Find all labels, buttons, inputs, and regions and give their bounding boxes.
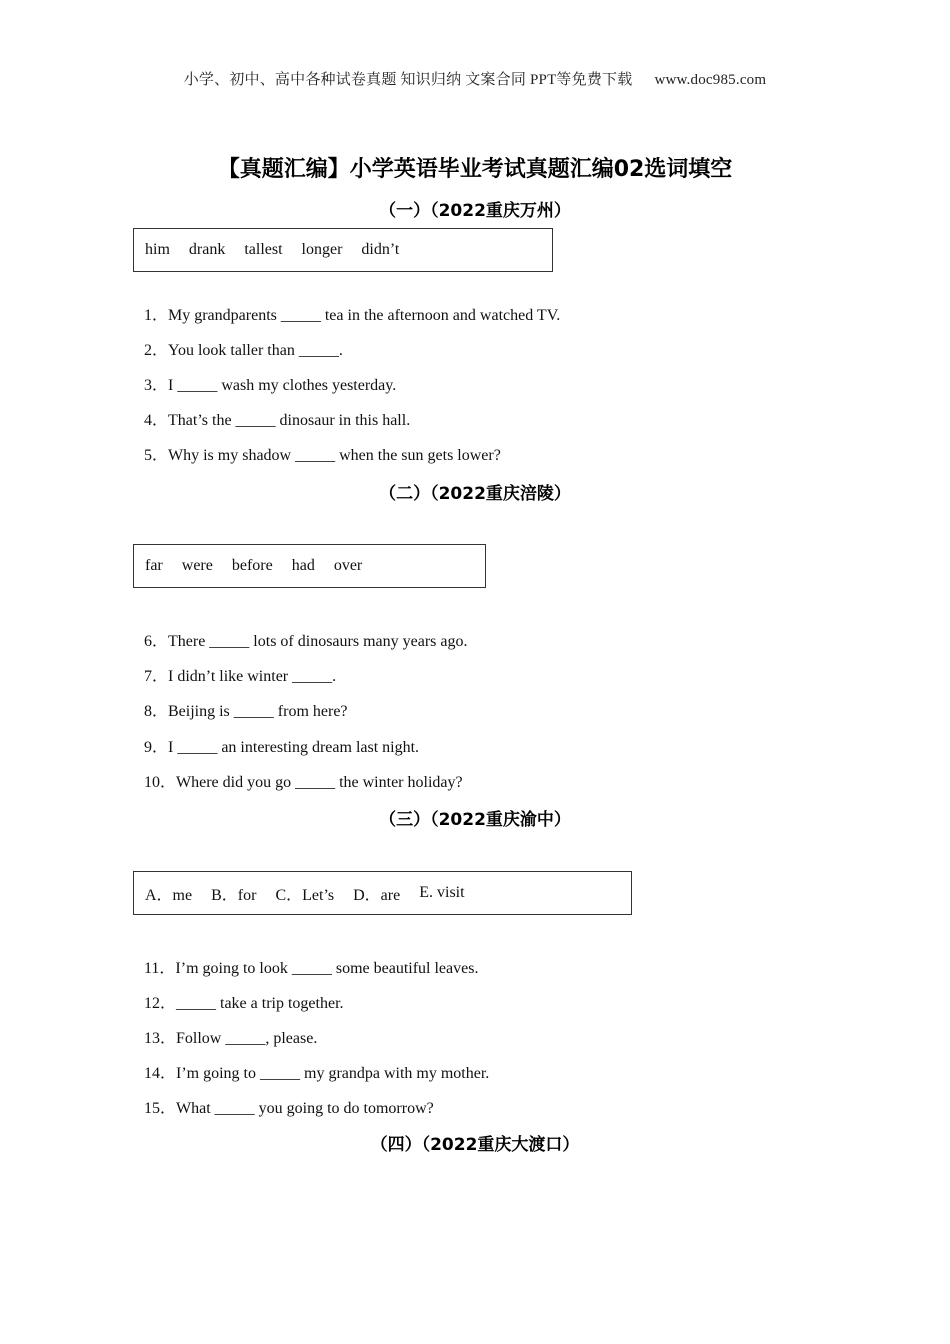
word-bank-item: drank xyxy=(188,241,226,258)
document-title: 【真题汇编】小学英语毕业考试真题汇编02选词填空 xyxy=(217,157,733,182)
word-bank-item: didn’t xyxy=(361,241,400,258)
question-item: 13．Follow _____, please. xyxy=(144,1030,318,1047)
header-site-link[interactable]: www.doc985.com xyxy=(654,72,767,88)
word-bank-item: over xyxy=(333,557,363,574)
question-item: 11．I’m going to look _____ some beautiful leaves. xyxy=(144,960,479,977)
header-text: 小学、初中、高中各种试卷真题 知识归纳 文案合同 PPT等免费下载 xyxy=(183,72,633,88)
question-item: 15．What _____ you going to do tomorrow? xyxy=(144,1100,434,1117)
section-2-title: （二）（2022重庆涪陵） xyxy=(379,484,571,504)
question-item: 8．Beijing is _____ from here? xyxy=(144,703,348,720)
word-bank-item: C．Let’s xyxy=(275,886,335,904)
word-bank-item: him xyxy=(145,241,170,258)
word-bank-item: A．me xyxy=(145,886,193,904)
word-bank-item: had xyxy=(291,557,315,574)
word-bank-item: before xyxy=(231,557,273,574)
page-header xyxy=(0,68,950,89)
question-item: 5．Why is my shadow _____ when the sun gets lower? xyxy=(144,447,501,464)
section-1-word-bank xyxy=(133,228,553,272)
question-item: 14．I’m going to _____ my grandpa with my mother. xyxy=(144,1065,490,1082)
section-1-title: （一）（2022重庆万州） xyxy=(379,201,571,221)
question-item: 4．That’s the _____ dinosaur in this hall. xyxy=(144,412,411,429)
word-bank-item: longer xyxy=(301,241,343,258)
section-3-title: （三）（2022重庆渝中） xyxy=(379,810,571,830)
word-bank-item: tallest xyxy=(244,241,283,258)
section-2-word-bank xyxy=(133,544,486,588)
question-item: 1．My grandparents _____ tea in the afternoon and watched TV. xyxy=(144,307,561,324)
word-bank-item: E. visit xyxy=(419,884,465,901)
section-3-word-bank xyxy=(133,871,632,915)
question-item: 2．You look taller than _____. xyxy=(144,342,343,359)
question-item: 12．_____ take a trip together. xyxy=(144,995,344,1012)
question-item: 6．There _____ lots of dinosaurs many years ago. xyxy=(144,633,468,650)
section-4-title: （四）（2022重庆大渡口） xyxy=(370,1135,580,1155)
word-bank-item: far xyxy=(145,557,163,574)
question-item: 9．I _____ an interesting dream last night. xyxy=(144,739,420,756)
question-item: 10．Where did you go _____ the winter holiday? xyxy=(144,774,463,791)
word-bank-item: D．are xyxy=(353,886,401,904)
word-bank-item: were xyxy=(181,557,213,574)
word-bank-item: B．for xyxy=(211,886,257,904)
question-item: 3．I _____ wash my clothes yesterday. xyxy=(144,377,397,394)
question-item: 7．I didn’t like winter _____. xyxy=(144,668,337,685)
